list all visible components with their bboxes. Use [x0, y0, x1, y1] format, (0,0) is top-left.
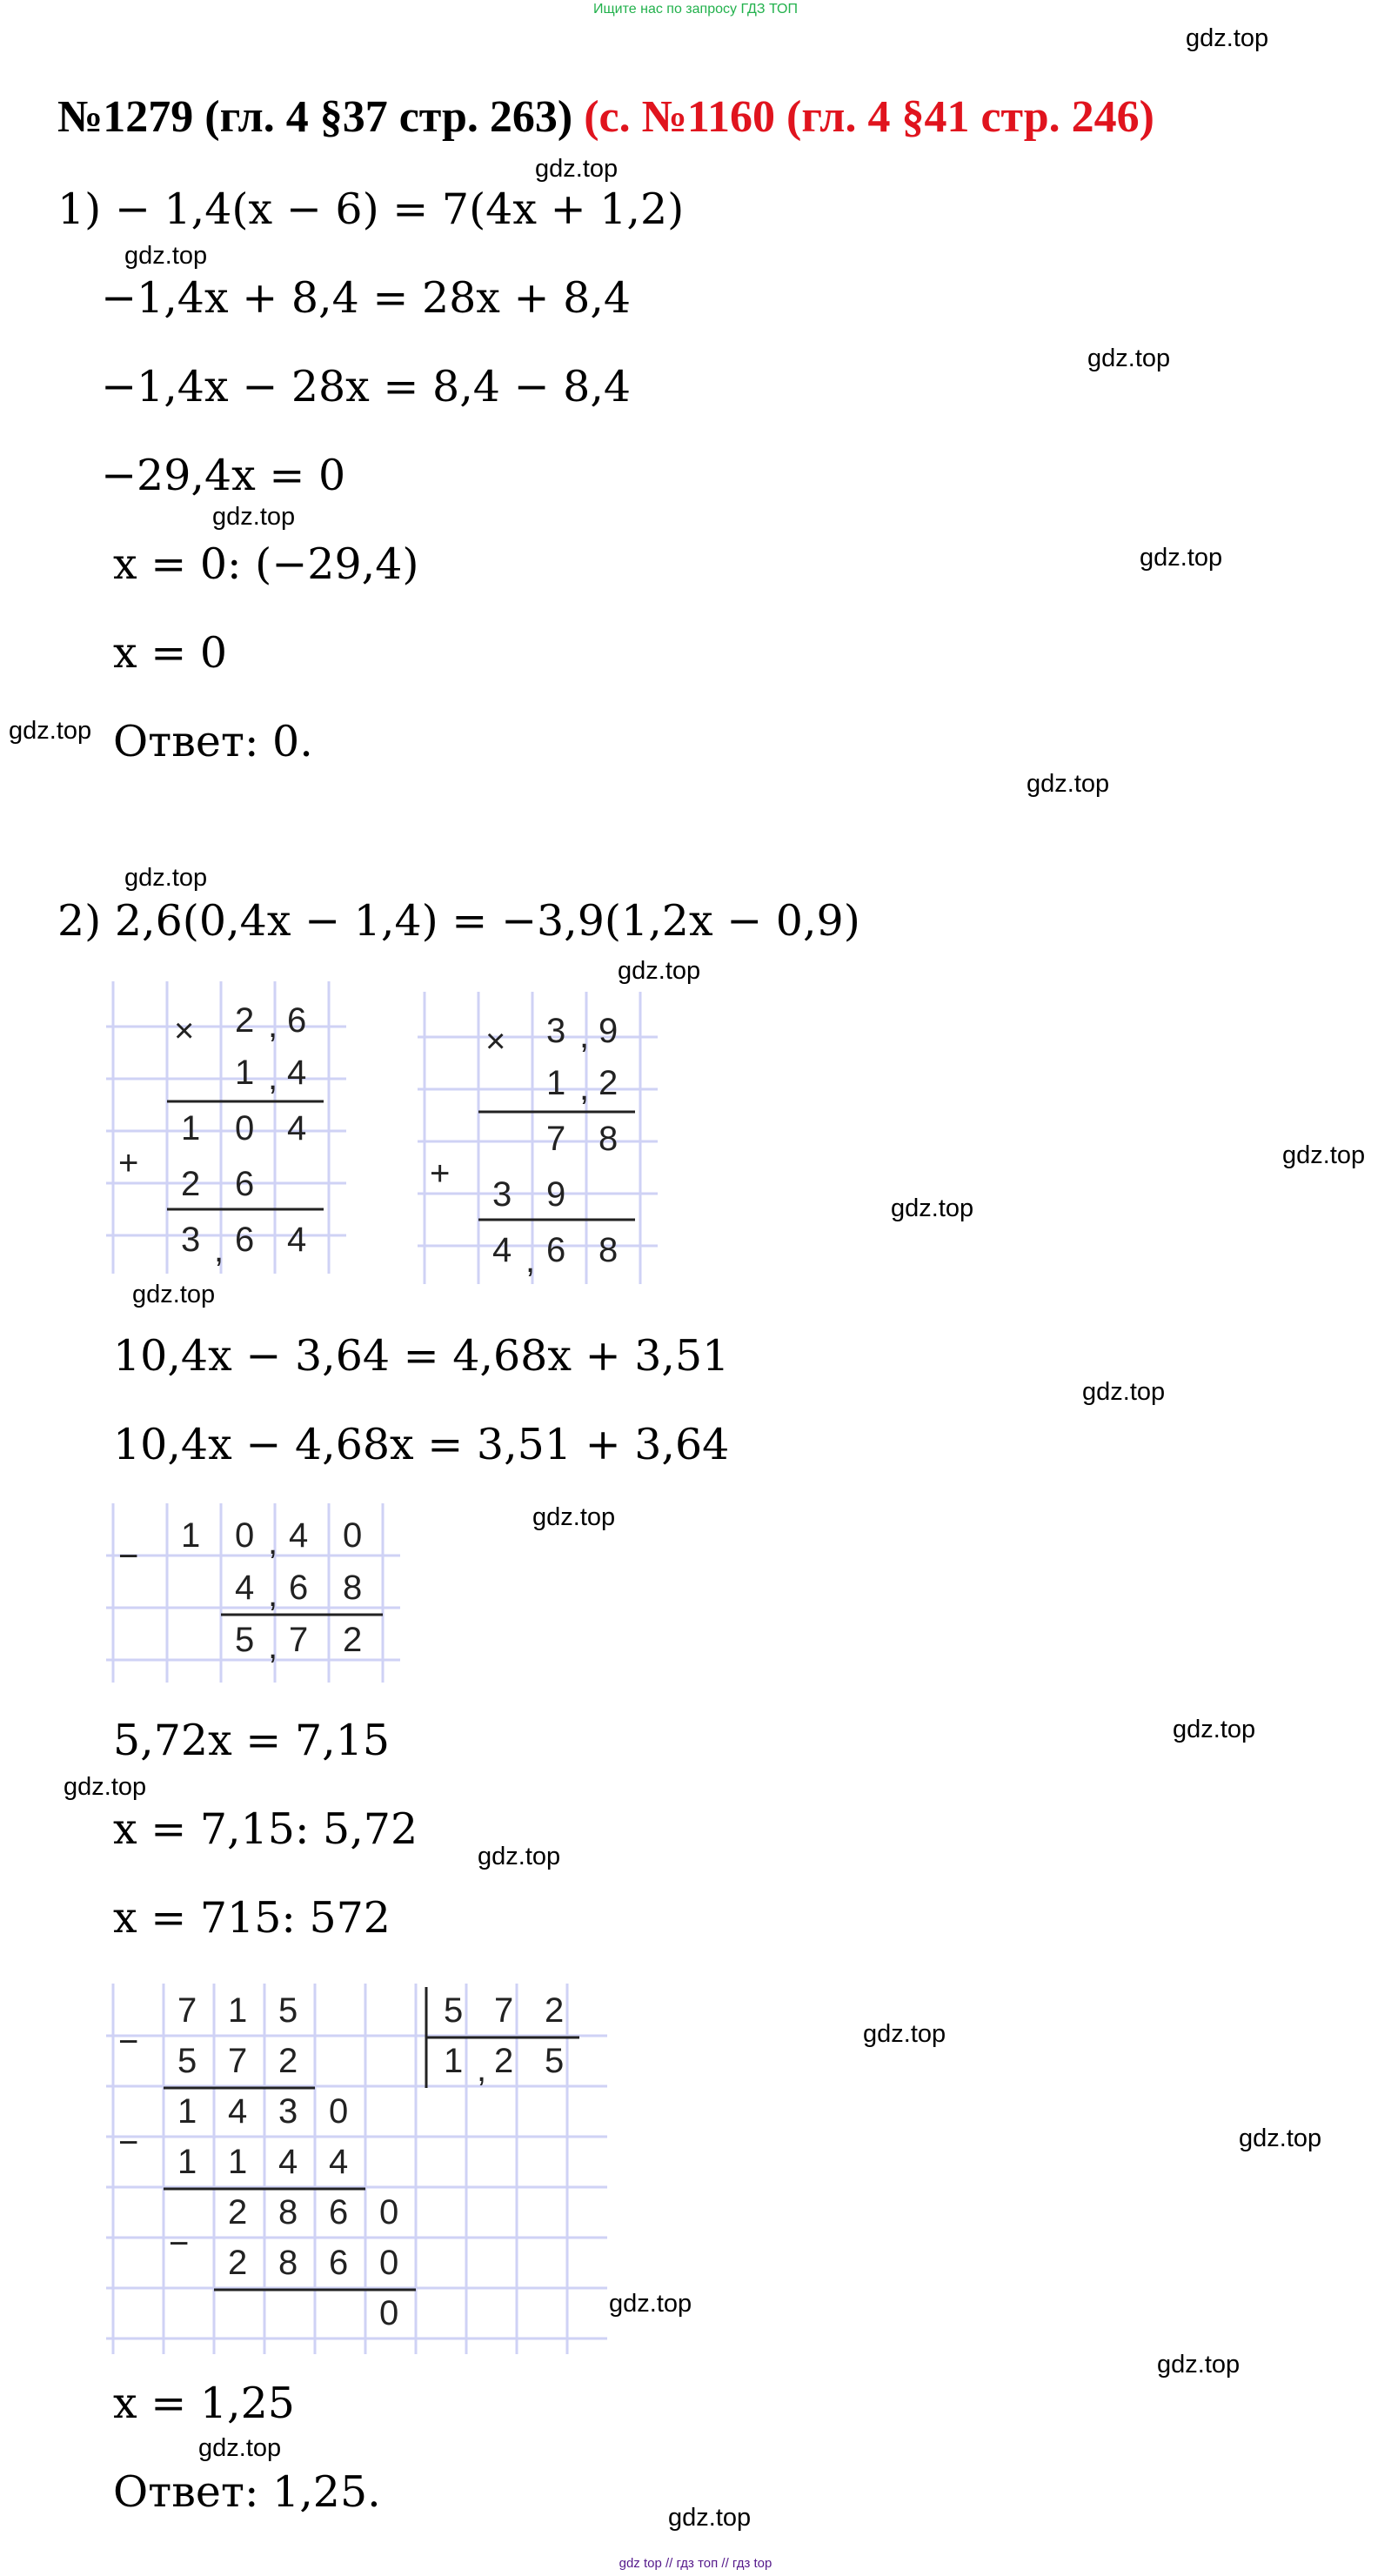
- digit: 2: [343, 1621, 363, 1659]
- digit: 7: [494, 1991, 514, 2030]
- digit: 2: [235, 1001, 255, 1040]
- digit: 3: [546, 1012, 566, 1050]
- watermark: gdz.top: [1027, 770, 1110, 798]
- digit: 5: [177, 2042, 197, 2080]
- digit: 1: [228, 1991, 248, 2030]
- digit: 7: [289, 1621, 309, 1659]
- watermark: gdz.top: [532, 1503, 616, 1531]
- part1-equation: 1) − 1,4(x − 6) = 7(4x + 1,2): [57, 184, 685, 234]
- watermark: gdz.top: [132, 1281, 216, 1308]
- part2-step-5: x = 715: 572: [113, 1893, 391, 1943]
- digit: 6: [287, 1001, 307, 1040]
- watermark: gdz.top: [668, 2504, 752, 2532]
- digit: 5: [235, 1621, 255, 1659]
- watermark: gdz.top: [1140, 544, 1223, 572]
- digit: 1: [177, 2143, 197, 2181]
- part1-step-4: x = 0: (−29,4): [113, 539, 419, 589]
- digit: 8: [278, 2244, 298, 2282]
- digit: 3: [181, 1221, 201, 1259]
- digit: 0: [235, 1516, 255, 1555]
- digit: 1: [444, 2042, 464, 2080]
- digit: 2: [228, 2193, 248, 2231]
- decimal-comma: ,: [268, 1628, 278, 1666]
- minus-sign: −: [118, 2124, 139, 2162]
- digit: 2: [494, 2042, 514, 2080]
- digit: 6: [235, 1165, 255, 1203]
- digit: 4: [329, 2143, 349, 2181]
- digit: 1: [181, 1516, 201, 1555]
- digit: 0: [343, 1516, 363, 1555]
- digit: 9: [599, 1012, 619, 1050]
- digit: 2: [181, 1165, 201, 1203]
- decimal-comma: ,: [214, 1231, 224, 1269]
- digit: 6: [329, 2193, 349, 2231]
- watermark: gdz.top: [1157, 2351, 1241, 2379]
- digit: 2: [278, 2042, 298, 2080]
- digit: 8: [599, 1231, 619, 1269]
- digit: 3: [492, 1175, 512, 1214]
- decimal-comma: ,: [525, 1241, 536, 1280]
- minus-sign: −: [118, 2023, 139, 2061]
- part1-step-3: −29,4x = 0: [101, 451, 346, 500]
- digit: 0: [329, 2092, 349, 2131]
- digit: 1: [177, 2092, 197, 2131]
- watermark: gdz.top: [9, 717, 92, 745]
- digit: 4: [235, 1569, 255, 1607]
- digit: 0: [379, 2244, 399, 2282]
- decimal-comma: ,: [268, 1059, 278, 1097]
- part1-step-2: −1,4x − 28x = 8,4 − 8,4: [101, 362, 632, 411]
- watermark: gdz.top: [609, 2290, 692, 2318]
- watermark: gdz.top: [1173, 1716, 1256, 1743]
- digit: 7: [177, 1991, 197, 2030]
- part2-step-6: x = 1,25: [113, 2379, 295, 2428]
- top-note: Ищите нас по запросу ГДЗ ТОП: [593, 2, 798, 17]
- digit: 1: [235, 1054, 255, 1092]
- digit: 9: [546, 1175, 566, 1214]
- digit: 2: [599, 1064, 619, 1102]
- watermark: gdz.top: [1282, 1141, 1366, 1169]
- watermark: gdz.top: [64, 1773, 147, 1801]
- decimal-comma: ,: [477, 2051, 487, 2089]
- digit: 0: [235, 1109, 255, 1147]
- digit: 8: [343, 1569, 363, 1607]
- minus-sign: −: [118, 1537, 139, 1576]
- watermark: gdz.top: [618, 957, 701, 985]
- watermark: gdz.top: [1239, 2124, 1322, 2152]
- subtraction-grid: [106, 1503, 400, 1683]
- watermark: gdz.top: [124, 864, 208, 892]
- digit: 4: [289, 1516, 309, 1555]
- page-title: [57, 91, 1154, 143]
- watermark: gdz.top: [535, 155, 619, 183]
- digit: 6: [329, 2244, 349, 2282]
- digit: 0: [379, 2193, 399, 2231]
- title-main: №1279 (гл. 4 §37 стр. 263): [57, 92, 573, 142]
- multiplication-grid-1: [106, 981, 346, 1274]
- decimal-comma: ,: [268, 1523, 278, 1562]
- digit: 6: [546, 1231, 566, 1269]
- watermark: gdz.top: [1082, 1378, 1166, 1406]
- digit: 5: [444, 1991, 464, 2030]
- times-sign: ×: [485, 1022, 506, 1061]
- watermark: gdz.top: [891, 1194, 974, 1222]
- part2-step-4: x = 7,15: 5,72: [113, 1804, 418, 1854]
- digit: 2: [228, 2244, 248, 2282]
- decimal-comma: ,: [579, 1069, 590, 1107]
- digit: 3: [278, 2092, 298, 2131]
- division-grid: [106, 1984, 607, 2354]
- digit: 7: [228, 2042, 248, 2080]
- watermark: gdz.top: [863, 2020, 946, 2048]
- decimal-comma: ,: [268, 1007, 278, 1045]
- watermark: gdz.top: [478, 1843, 561, 1870]
- digit: 4: [287, 1109, 307, 1147]
- title-alt: (с. №1160 (гл. 4 §41 стр. 246): [584, 92, 1154, 142]
- part2-equation: 2) 2,6(0,4x − 1,4) = −3,9(1,2x − 0,9): [57, 896, 860, 946]
- part1-step-5: x = 0: [113, 628, 228, 678]
- digit: 1: [181, 1109, 201, 1147]
- part2-step-1: 10,4x − 3,64 = 4,68x + 3,51: [113, 1331, 730, 1381]
- digit: 4: [492, 1231, 512, 1269]
- digit: 1: [546, 1064, 566, 1102]
- digit: 5: [278, 1991, 298, 2030]
- part2-step-2: 10,4x − 4,68x = 3,51 + 3,64: [113, 1420, 730, 1469]
- digit: 4: [287, 1221, 307, 1259]
- digit: 6: [289, 1569, 309, 1607]
- watermark: gdz.top: [1087, 345, 1171, 372]
- digit: 5: [545, 2042, 565, 2080]
- plus-sign: +: [430, 1154, 451, 1193]
- part2-step-3: 5,72x = 7,15: [113, 1716, 391, 1765]
- watermark: gdz.top: [198, 2434, 282, 2462]
- decimal-comma: ,: [268, 1576, 278, 1614]
- watermark: gdz.top: [124, 242, 208, 270]
- digit: 6: [235, 1221, 255, 1259]
- part1-step-1: −1,4x + 8,4 = 28x + 8,4: [101, 273, 632, 323]
- digit: 4: [228, 2092, 248, 2131]
- digit: 1: [228, 2143, 248, 2181]
- footer-links: gdz top // гдз топ // гдз top: [619, 2556, 772, 2571]
- digit: 8: [278, 2193, 298, 2231]
- digit: 4: [287, 1054, 307, 1092]
- digit: 2: [545, 1991, 565, 2030]
- watermark: gdz.top: [1186, 24, 1269, 52]
- decimal-comma: ,: [579, 1017, 590, 1055]
- digit: 8: [599, 1120, 619, 1158]
- times-sign: ×: [174, 1012, 195, 1050]
- watermark: gdz.top: [212, 503, 296, 531]
- digit: 0: [379, 2294, 399, 2332]
- part2-answer: Ответ: 1,25.: [113, 2467, 381, 2517]
- plus-sign: +: [118, 1144, 139, 1182]
- minus-sign: −: [169, 2225, 190, 2263]
- part1-answer: Ответ: 0.: [113, 717, 313, 766]
- multiplication-grid-2: [418, 992, 658, 1284]
- digit: 7: [546, 1120, 566, 1158]
- digit: 4: [278, 2143, 298, 2181]
